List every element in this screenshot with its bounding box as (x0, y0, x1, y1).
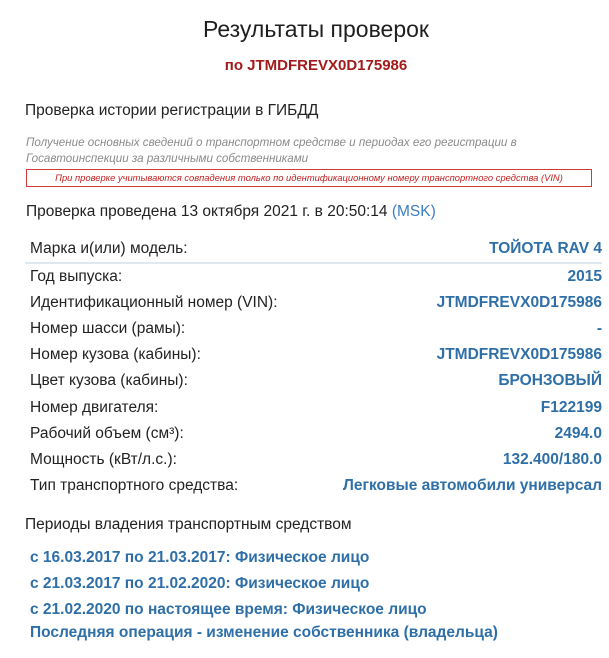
row-label: Номер двигателя: (30, 399, 159, 416)
vehicle-row-body (25, 342, 602, 368)
ownership-period: с 21.02.2020 по настоящее время: Физическое лицо (30, 601, 427, 618)
row-value: JTMDFREVX0D175986 (436, 346, 602, 363)
row-label: Марка и(или) модель: (30, 240, 188, 257)
row-label: Номер шасси (рамы): (30, 320, 186, 337)
ownership-period: с 16.03.2017 по 21.03.2017: Физическое лицо (30, 549, 370, 566)
row-value: - (596, 320, 602, 337)
vehicle-row-engine (25, 395, 602, 421)
row-label: Цвет кузова (кабины): (30, 372, 188, 389)
vehicle-row-displacement (25, 421, 602, 447)
row-label: Номер кузова (кабины): (30, 346, 201, 363)
row-value: Легковые автомобили универсал (343, 477, 602, 494)
row-label: Мощность (кВт/л.с.): (30, 451, 177, 468)
row-label: Идентификационный номер (VIN): (30, 294, 278, 311)
check-timestamp (26, 203, 436, 221)
vehicle-row-color (25, 368, 602, 394)
row-value: JTMDFREVX0D175986 (436, 294, 602, 311)
row-value: ТОЙОТА RAV 4 (489, 240, 602, 257)
page-title: Результаты проверок (203, 16, 429, 42)
gibdd-description: Получение основных сведений о транспортном средстве и периодах его регистрации в Госавтоинспекции за различными собственниками (26, 136, 517, 165)
gibdd-section-heading: Проверка истории регистрации в ГИБДД (25, 102, 319, 119)
vehicle-row-year (25, 264, 602, 290)
vehicle-row-model (25, 236, 602, 264)
check-timestamp-text: Проверка проведена 13 октября 2021 г. в 20:50:14 (26, 203, 388, 220)
vin-subtitle: по JTMDFREVX0D175986 (224, 57, 408, 74)
row-value: 2494.0 (554, 425, 602, 442)
vehicle-row-vin (25, 290, 602, 316)
timezone-label: (MSK) (391, 203, 436, 220)
vehicle-row-power (25, 447, 602, 473)
row-value: БРОНЗОВЫЙ (498, 372, 602, 389)
row-value: 132.400/180.0 (502, 451, 602, 468)
last-operation: Последняя операция - изменение собственника (владельца) (30, 624, 498, 641)
row-value: 2015 (567, 268, 602, 285)
row-label: Год выпуска: (30, 268, 123, 285)
ownership-heading: Периоды владения транспортным средством (25, 516, 352, 533)
row-label: Тип транспортного средства: (30, 477, 239, 494)
ownership-period: с 21.03.2017 по 21.02.2020: Физическое лицо (30, 575, 370, 592)
row-label: Рабочий объем (см³): (30, 425, 184, 442)
vin-match-warning: При проверке учитываются совпадения только по идентификационному номеру транспортного средства (VIN) (26, 169, 592, 187)
vehicle-row-type (25, 473, 602, 499)
row-value: F122199 (540, 399, 602, 416)
vehicle-row-chassis (25, 316, 602, 342)
